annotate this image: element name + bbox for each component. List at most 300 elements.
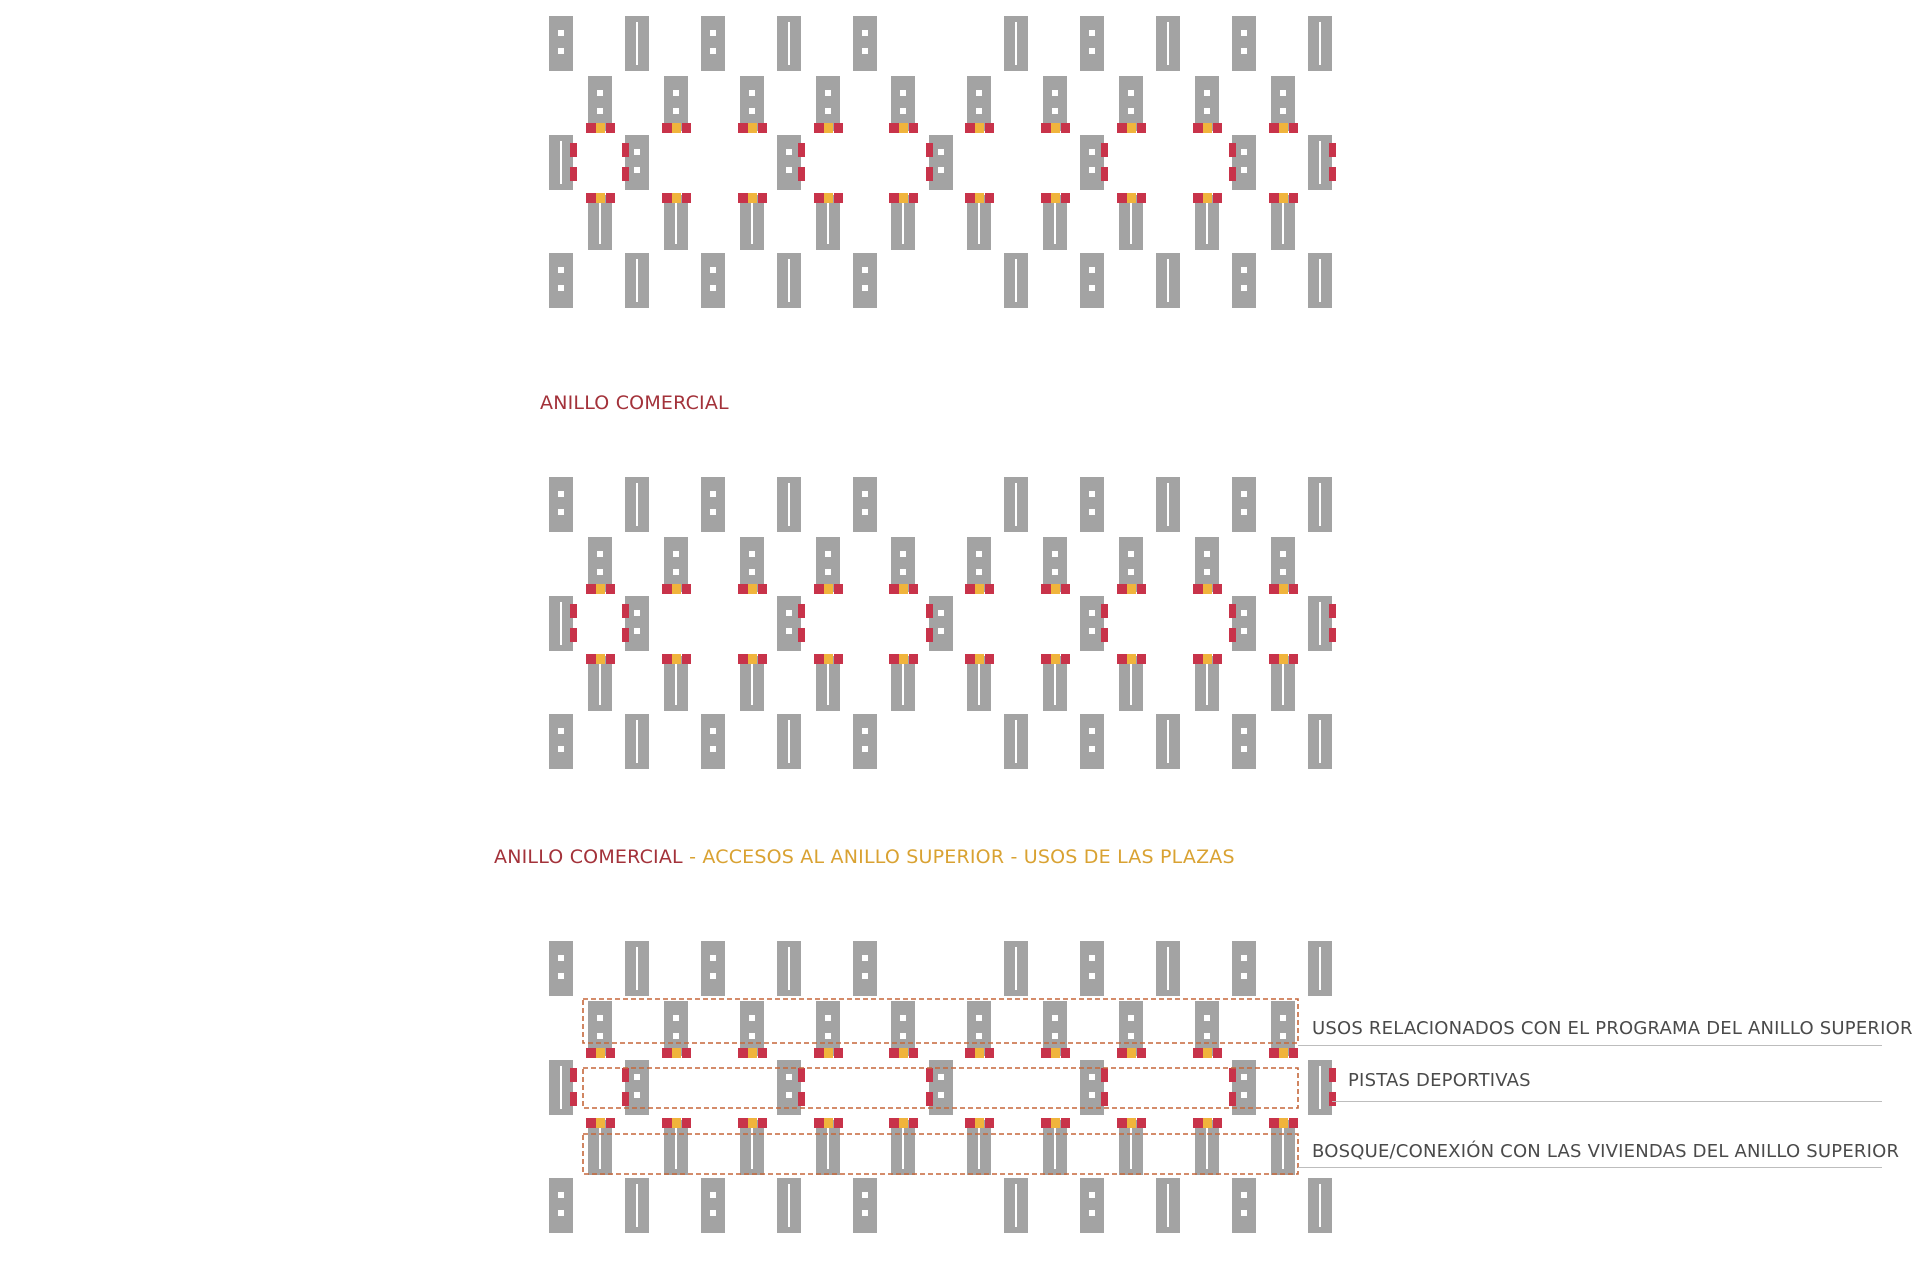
block-row4-7-core	[1054, 201, 1056, 244]
commercial-side2-row3-5	[1101, 167, 1108, 181]
block-row3-6-window-bottom	[1241, 167, 1247, 173]
block-row1-5-window-bottom	[862, 509, 868, 515]
block-row4-7-core	[1054, 662, 1056, 705]
caption-anillo-comercial	[540, 392, 729, 414]
block-row4-5-core	[902, 201, 904, 244]
block-row1-1-window-top	[558, 955, 564, 961]
block-row4-6-core	[978, 1126, 980, 1169]
commercial-mark-row2b-6	[985, 584, 994, 594]
commercial-mark-row2b-5	[909, 1048, 918, 1058]
commercial-mark-row2-7	[1041, 584, 1051, 594]
block-row2-10	[1271, 537, 1295, 592]
block-row1-6-core	[1015, 22, 1017, 65]
block-row2-6	[967, 1001, 991, 1056]
block-row3-2-window-bottom	[634, 628, 640, 634]
commercial-side2-row3-2	[622, 1092, 629, 1106]
block-row2-4-window-bottom	[825, 569, 831, 575]
commercial-mark-row4b-5	[909, 654, 918, 664]
block-row3-3-window-top	[786, 1074, 792, 1080]
commercial-side2-row3-3	[798, 628, 805, 642]
block-row1-7	[1080, 16, 1104, 71]
block-row2-8-window-top	[1128, 1015, 1134, 1021]
block-row1-5	[853, 16, 877, 71]
block-row4-8-core	[1130, 662, 1132, 705]
commercial-mark-row2b-10	[1289, 584, 1298, 594]
access-mark-row4-1	[596, 193, 605, 203]
legend-row2-underline	[1332, 1101, 1882, 1102]
commercial-mark-row4b-4	[834, 654, 843, 664]
block-row5-4-core	[788, 1184, 790, 1227]
commercial-mark-row4-10	[1269, 193, 1279, 203]
block-row5-2-core	[636, 1184, 638, 1227]
caption-combined	[494, 846, 1235, 868]
block-row1-2-core	[636, 947, 638, 990]
block-row2-5-window-top	[900, 551, 906, 557]
block-row2-9-window-bottom	[1204, 569, 1210, 575]
block-row4-9-core	[1206, 201, 1208, 244]
zone-box-lower	[583, 1134, 1298, 1174]
access-mark-row2-2	[672, 123, 681, 133]
commercial-mark-row2b-9	[1213, 1048, 1222, 1058]
commercial-side2-row3-1	[570, 167, 577, 181]
block-row2-10-window-bottom	[1280, 1033, 1286, 1039]
block-row5-3-window-top	[710, 728, 716, 734]
block-row2-2	[664, 537, 688, 592]
access-mark-row4-6	[975, 654, 984, 664]
commercial-mark-row4-10	[1269, 1118, 1279, 1128]
block-row5-3-window-top	[710, 267, 716, 273]
block-row2-10	[1271, 76, 1295, 131]
access-mark-row2-9	[1203, 584, 1212, 594]
commercial-mark-row4b-6	[985, 654, 994, 664]
commercial-side-row3-2	[622, 143, 629, 157]
commercial-mark-row2-6	[965, 1048, 975, 1058]
block-row5-7-window-bottom	[1089, 746, 1095, 752]
block-row2-6-window-top	[976, 90, 982, 96]
commercial-mark-row4-7	[1041, 193, 1051, 203]
block-row5-7-window-top	[1089, 1192, 1095, 1198]
access-mark-row2-10	[1279, 1048, 1288, 1058]
block-row2-2-window-top	[673, 551, 679, 557]
block-row1-10-core	[1319, 483, 1321, 526]
commercial-mark-row2b-8	[1137, 123, 1146, 133]
access-mark-row2-1	[596, 123, 605, 133]
access-mark-row4-1	[596, 1118, 605, 1128]
commercial-mark-row2-9	[1193, 1048, 1203, 1058]
block-row1-4-core	[788, 22, 790, 65]
block-row1-6-core	[1015, 483, 1017, 526]
commercial-side-row3-3	[798, 1068, 805, 1082]
block-row4-1-core	[599, 201, 601, 244]
commercial-side2-row3-2	[622, 167, 629, 181]
commercial-side-row3-1	[570, 143, 577, 157]
caption-comercial-text: ANILLO COMERCIAL	[540, 392, 729, 414]
commercial-mark-row2-9	[1193, 123, 1203, 133]
block-row2-8	[1119, 1001, 1143, 1056]
commercial-mark-row2-6	[965, 123, 975, 133]
block-row1-6-core	[1015, 947, 1017, 990]
block-row4-10-core	[1282, 1126, 1284, 1169]
block-row1-9	[1232, 941, 1256, 996]
block-row5-9	[1232, 1178, 1256, 1233]
block-row2-3-window-bottom	[749, 108, 755, 114]
block-row2-6	[967, 537, 991, 592]
block-row2-3-window-top	[749, 551, 755, 557]
block-row1-10-core	[1319, 22, 1321, 65]
commercial-mark-row4-8	[1117, 654, 1127, 664]
commercial-mark-row4-1	[586, 1118, 596, 1128]
block-row2-8	[1119, 537, 1143, 592]
access-mark-row4-4	[824, 654, 833, 664]
block-row1-9-window-top	[1241, 491, 1247, 497]
commercial-mark-row4b-4	[834, 1118, 843, 1128]
commercial-mark-row2-3	[738, 123, 748, 133]
commercial-side-row3-3	[798, 143, 805, 157]
caption-combined-part2: ACCESOS AL ANILLO SUPERIOR	[702, 846, 1005, 868]
legend-row3-label: BOSQUE/CONEXIÓN CON LAS VIVIENDAS DEL ANILLO SUPERIOR	[1312, 1141, 1900, 1162]
commercial-mark-row4b-10	[1289, 193, 1298, 203]
block-row1-9	[1232, 16, 1256, 71]
block-row1-9-window-bottom	[1241, 48, 1247, 54]
block-row3-5-window-bottom	[1089, 628, 1095, 634]
commercial-mark-row2-6	[965, 584, 975, 594]
commercial-mark-row4b-7	[1061, 654, 1070, 664]
block-row2-7-window-top	[1052, 1015, 1058, 1021]
commercial-mark-row4-3	[738, 654, 748, 664]
access-mark-row2-9	[1203, 123, 1212, 133]
block-row3-5-window-top	[1089, 1074, 1095, 1080]
access-mark-row4-10	[1279, 1118, 1288, 1128]
commercial-side2-row3-7	[1329, 167, 1336, 181]
block-row4-3-core	[751, 1126, 753, 1169]
block-row1-1-window-top	[558, 491, 564, 497]
commercial-mark-row2-4	[814, 584, 824, 594]
block-row3-3-window-bottom	[786, 167, 792, 173]
block-row4-1-core	[599, 662, 601, 705]
commercial-mark-row4-3	[738, 193, 748, 203]
commercial-mark-row4b-5	[909, 1118, 918, 1128]
block-row4-1-core	[599, 1126, 601, 1169]
block-row5-5	[853, 253, 877, 308]
block-row3-7-core	[1319, 1066, 1321, 1109]
block-row4-4-core	[827, 1126, 829, 1169]
access-mark-row4-8	[1127, 654, 1136, 664]
block-row2-1	[588, 76, 612, 131]
block-row3-5-window-top	[1089, 149, 1095, 155]
commercial-mark-row4b-10	[1289, 654, 1298, 664]
block-row1-8-core	[1167, 483, 1169, 526]
block-row2-4-window-top	[825, 1015, 831, 1021]
commercial-mark-row2-3	[738, 1048, 748, 1058]
block-row5-7-window-bottom	[1089, 1210, 1095, 1216]
block-row4-6-core	[978, 201, 980, 244]
block-row2-5	[891, 1001, 915, 1056]
commercial-side2-row3-7	[1329, 1092, 1336, 1106]
block-row1-1-window-bottom	[558, 973, 564, 979]
block-row2-9-window-bottom	[1204, 1033, 1210, 1039]
block-row2-4	[816, 1001, 840, 1056]
block-row5-5-window-bottom	[862, 746, 868, 752]
commercial-mark-row2-3	[738, 584, 748, 594]
block-row3-2-window-top	[634, 1074, 640, 1080]
block-row2-3-window-top	[749, 1015, 755, 1021]
commercial-mark-row2b-9	[1213, 584, 1222, 594]
block-row5-1-window-top	[558, 267, 564, 273]
commercial-mark-row2b-7	[1061, 1048, 1070, 1058]
access-mark-row2-5	[899, 123, 908, 133]
commercial-mark-row4b-6	[985, 193, 994, 203]
caption-separator-2: -	[1004, 846, 1024, 868]
commercial-mark-row4b-8	[1137, 193, 1146, 203]
block-row4-10-core	[1282, 201, 1284, 244]
block-row2-1-window-top	[597, 90, 603, 96]
block-row2-9-window-top	[1204, 1015, 1210, 1021]
block-row3-2-window-top	[634, 610, 640, 616]
block-row2-8-window-bottom	[1128, 108, 1134, 114]
block-row5-6-core	[1015, 1184, 1017, 1227]
block-row4-7-core	[1054, 1126, 1056, 1169]
legend-row1-underline	[1298, 1045, 1882, 1046]
commercial-mark-row2b-5	[909, 584, 918, 594]
commercial-mark-row2b-4	[834, 1048, 843, 1058]
block-row5-2-core	[636, 720, 638, 763]
block-row1-8-core	[1167, 947, 1169, 990]
commercial-mark-row4-9	[1193, 193, 1203, 203]
commercial-mark-row2b-10	[1289, 1048, 1298, 1058]
block-row3-5-window-top	[1089, 610, 1095, 616]
commercial-mark-row4-3	[738, 1118, 748, 1128]
block-row1-1	[549, 941, 573, 996]
commercial-mark-row2b-9	[1213, 123, 1222, 133]
commercial-mark-row4-6	[965, 193, 975, 203]
block-row1-7-window-top	[1089, 30, 1095, 36]
commercial-mark-row4-7	[1041, 1118, 1051, 1128]
commercial-mark-row2b-8	[1137, 584, 1146, 594]
commercial-mark-row4b-2	[682, 1118, 691, 1128]
commercial-side2-row3-5	[1101, 628, 1108, 642]
block-row1-10-core	[1319, 947, 1321, 990]
access-mark-row4-7	[1051, 193, 1060, 203]
block-row1-5	[853, 477, 877, 532]
block-row2-8-window-top	[1128, 551, 1134, 557]
commercial-mark-row2-9	[1193, 584, 1203, 594]
access-mark-row2-6	[975, 1048, 984, 1058]
commercial-mark-row4-5	[889, 193, 899, 203]
block-row5-3-window-bottom	[710, 746, 716, 752]
block-row1-3	[701, 16, 725, 71]
commercial-side2-row3-3	[798, 167, 805, 181]
access-mark-row4-6	[975, 1118, 984, 1128]
caption-separator-1: -	[682, 846, 703, 868]
commercial-mark-row4b-4	[834, 193, 843, 203]
block-row3-4-window-top	[938, 1074, 944, 1080]
access-mark-row2-1	[596, 1048, 605, 1058]
commercial-side-row3-7	[1329, 604, 1336, 618]
commercial-side-row3-1	[570, 1068, 577, 1082]
block-row1-1-window-bottom	[558, 509, 564, 515]
block-row3-1-core	[560, 602, 562, 645]
block-row5-5-window-top	[862, 267, 868, 273]
block-row5-1-window-top	[558, 728, 564, 734]
block-row1-1-window-top	[558, 30, 564, 36]
commercial-mark-row4b-7	[1061, 193, 1070, 203]
block-row2-9	[1195, 76, 1219, 131]
block-row5-3-window-bottom	[710, 285, 716, 291]
block-row4-9-core	[1206, 1126, 1208, 1169]
block-row3-4-window-bottom	[938, 628, 944, 634]
block-row2-4-window-top	[825, 551, 831, 557]
commercial-mark-row4b-10	[1289, 1118, 1298, 1128]
commercial-mark-row2-8	[1117, 584, 1127, 594]
block-row3-5	[1080, 135, 1104, 190]
block-row3-2-window-top	[634, 149, 640, 155]
block-row5-6-core	[1015, 720, 1017, 763]
block-row2-10-window-bottom	[1280, 108, 1286, 114]
commercial-side-row3-4	[926, 604, 933, 618]
access-mark-row2-2	[672, 1048, 681, 1058]
commercial-mark-row2-2	[662, 584, 672, 594]
access-mark-row4-3	[748, 1118, 757, 1128]
block-row2-3-window-top	[749, 90, 755, 96]
block-row1-3-window-top	[710, 955, 716, 961]
block-row1-7-window-bottom	[1089, 48, 1095, 54]
block-row2-5-window-bottom	[900, 569, 906, 575]
block-row2-4-window-top	[825, 90, 831, 96]
commercial-mark-row2b-2	[682, 123, 691, 133]
access-mark-row2-5	[899, 584, 908, 594]
commercial-mark-row2-7	[1041, 123, 1051, 133]
block-row5-5-window-top	[862, 1192, 868, 1198]
commercial-mark-row4-2	[662, 654, 672, 664]
commercial-mark-row2-4	[814, 1048, 824, 1058]
block-row4-2-core	[675, 662, 677, 705]
commercial-mark-row2-1	[586, 1048, 596, 1058]
block-row2-1	[588, 537, 612, 592]
access-mark-row4-8	[1127, 1118, 1136, 1128]
commercial-mark-row2b-1	[606, 1048, 615, 1058]
block-row2-5-window-bottom	[900, 108, 906, 114]
access-mark-row4-9	[1203, 193, 1212, 203]
access-mark-row2-4	[824, 584, 833, 594]
access-mark-row4-5	[899, 1118, 908, 1128]
access-mark-row4-1	[596, 654, 605, 664]
block-row5-9-window-bottom	[1241, 285, 1247, 291]
block-row5-1-window-bottom	[558, 285, 564, 291]
block-row1-3	[701, 477, 725, 532]
block-row3-2-window-bottom	[634, 1092, 640, 1098]
block-row3-6-window-top	[1241, 1074, 1247, 1080]
commercial-mark-row4-5	[889, 1118, 899, 1128]
commercial-mark-row2b-7	[1061, 584, 1070, 594]
commercial-mark-row2-5	[889, 123, 899, 133]
commercial-mark-row4-10	[1269, 654, 1279, 664]
access-mark-row4-9	[1203, 654, 1212, 664]
block-row5-3-window-bottom	[710, 1210, 716, 1216]
commercial-mark-row4b-9	[1213, 193, 1222, 203]
commercial-mark-row2-10	[1269, 123, 1279, 133]
commercial-mark-row4-2	[662, 1118, 672, 1128]
access-mark-row4-9	[1203, 1118, 1212, 1128]
block-row2-6-window-bottom	[976, 108, 982, 114]
access-mark-row4-8	[1127, 193, 1136, 203]
block-row5-7-window-top	[1089, 267, 1095, 273]
block-row2-3	[740, 537, 764, 592]
block-row4-6-core	[978, 662, 980, 705]
block-row3-1-core	[560, 141, 562, 184]
access-mark-row4-3	[748, 654, 757, 664]
commercial-mark-row2-8	[1117, 1048, 1127, 1058]
block-row1-5-window-bottom	[862, 973, 868, 979]
commercial-side-row3-2	[622, 1068, 629, 1082]
block-row5-3-window-top	[710, 1192, 716, 1198]
zone-box-upper	[583, 999, 1298, 1043]
block-row1-7-window-top	[1089, 491, 1095, 497]
commercial-mark-row2-1	[586, 584, 596, 594]
block-row2-5	[891, 76, 915, 131]
commercial-side-row3-6	[1229, 1068, 1236, 1082]
commercial-mark-row2b-1	[606, 584, 615, 594]
block-row1-4-core	[788, 947, 790, 990]
commercial-mark-row4b-8	[1137, 654, 1146, 664]
commercial-side2-row3-4	[926, 628, 933, 642]
commercial-mark-row2b-5	[909, 123, 918, 133]
commercial-mark-row2-10	[1269, 1048, 1279, 1058]
block-row2-5-window-bottom	[900, 1033, 906, 1039]
block-row5-9-window-bottom	[1241, 746, 1247, 752]
commercial-side2-row3-7	[1329, 628, 1336, 642]
block-row5-7	[1080, 714, 1104, 769]
commercial-mark-row2b-1	[606, 123, 615, 133]
block-row1-7-window-top	[1089, 955, 1095, 961]
commercial-side-row3-4	[926, 1068, 933, 1082]
block-row2-9-window-bottom	[1204, 108, 1210, 114]
commercial-side-row3-2	[622, 604, 629, 618]
block-row2-8-window-top	[1128, 90, 1134, 96]
block-row5-5-window-top	[862, 728, 868, 734]
commercial-mark-row2b-2	[682, 584, 691, 594]
block-row2-3	[740, 1001, 764, 1056]
commercial-side2-row3-5	[1101, 1092, 1108, 1106]
block-row1-1	[549, 477, 573, 532]
commercial-mark-row4b-3	[758, 1118, 767, 1128]
block-row5-1	[549, 253, 573, 308]
block-row1-9-window-top	[1241, 30, 1247, 36]
block-row2-2-window-bottom	[673, 108, 679, 114]
block-row5-3	[701, 714, 725, 769]
commercial-side-row3-5	[1101, 1068, 1108, 1082]
access-mark-row2-6	[975, 123, 984, 133]
block-row5-4-core	[788, 720, 790, 763]
access-mark-row4-10	[1279, 654, 1288, 664]
access-mark-row4-6	[975, 193, 984, 203]
commercial-side-row3-5	[1101, 604, 1108, 618]
commercial-mark-row4b-7	[1061, 1118, 1070, 1128]
commercial-mark-row2-4	[814, 123, 824, 133]
block-row4-3-core	[751, 662, 753, 705]
block-row5-9-window-top	[1241, 1192, 1247, 1198]
commercial-mark-row4b-1	[606, 1118, 615, 1128]
block-row2-1-window-bottom	[597, 569, 603, 575]
block-row3-5	[1080, 596, 1104, 651]
block-row1-5-window-top	[862, 491, 868, 497]
block-row3-3-window-top	[786, 610, 792, 616]
block-row1-3	[701, 941, 725, 996]
block-row1-7-window-bottom	[1089, 973, 1095, 979]
commercial-mark-row4-9	[1193, 654, 1203, 664]
block-row3-4-window-top	[938, 610, 944, 616]
block-row3-6-window-bottom	[1241, 1092, 1247, 1098]
block-row4-3-core	[751, 201, 753, 244]
